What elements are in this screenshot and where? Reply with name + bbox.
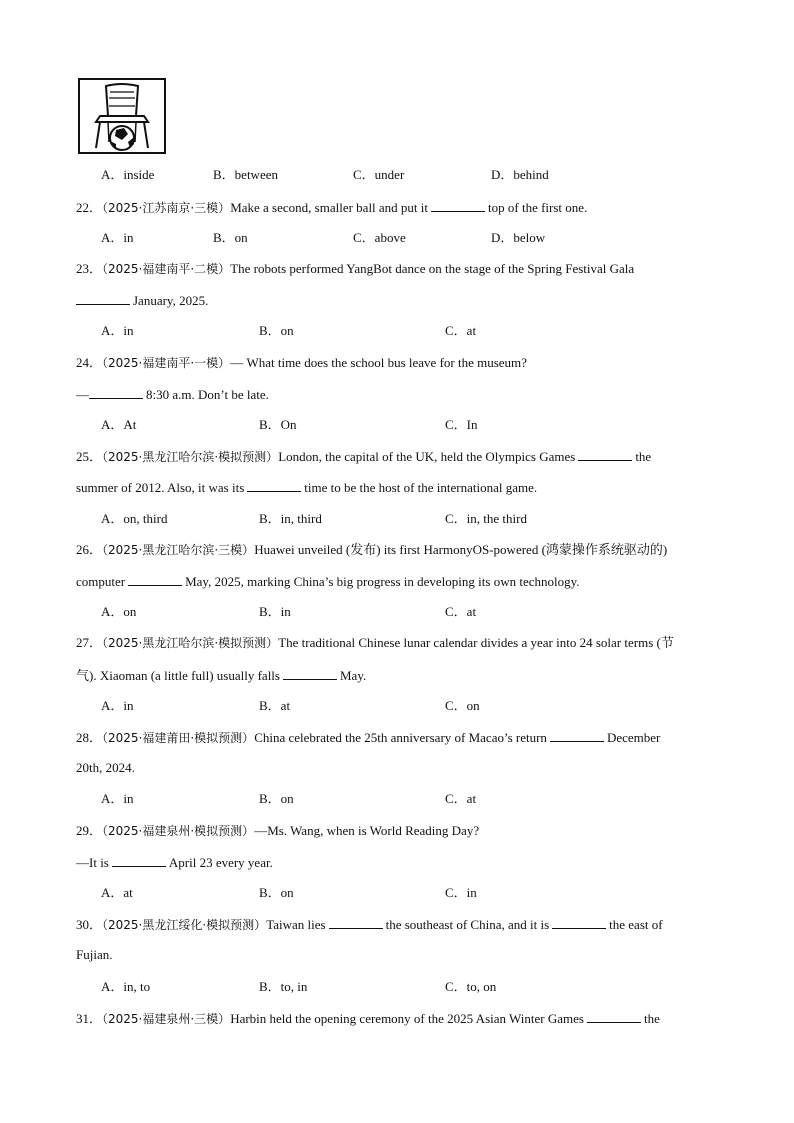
q30-stem <box>76 916 726 933</box>
q22-text: Make a second, smaller ball and put it <box>230 200 429 215</box>
q26-stem-line2 <box>76 573 726 590</box>
q22-stem <box>76 199 726 216</box>
q21-option-b[interactable]: B．between <box>213 167 278 182</box>
q29-text: April 23 every year. <box>168 855 273 870</box>
q22-option-a[interactable]: A．in <box>101 230 134 245</box>
q31-text: the <box>643 1011 660 1026</box>
answer-blank[interactable] <box>112 854 166 867</box>
chair-ball-icon <box>78 78 166 154</box>
question-number: 23． <box>76 261 103 276</box>
q23-text: January, 2025. <box>133 293 209 308</box>
q24-stem <box>76 355 726 371</box>
q28-option-a[interactable]: A．in <box>101 791 134 806</box>
q23-option-b[interactable]: B．on <box>259 323 294 338</box>
answer-blank[interactable] <box>431 199 485 212</box>
q23-stem-line2 <box>76 292 726 309</box>
question-source: （2025·福建泉州·三模） <box>102 1012 231 1026</box>
q26-text: May, 2025, marking China’s big progress in developing its own technology. <box>185 574 580 589</box>
q25-text: summer of 2012. Also, it was its <box>76 480 245 495</box>
q30-option-c[interactable]: C．to, on <box>445 979 497 994</box>
q23-option-c[interactable]: C．at <box>445 323 477 338</box>
question-source: （2025·黑龙江绥化·模拟预测） <box>102 918 267 932</box>
q24-option-b[interactable]: B．On <box>259 417 297 432</box>
answer-blank[interactable] <box>587 1010 641 1023</box>
q30-option-b[interactable]: B．to, in <box>259 979 308 994</box>
answer-blank[interactable] <box>76 292 130 305</box>
question-number: 25． <box>76 449 103 464</box>
q28-option-b[interactable]: B．on <box>259 791 294 806</box>
q23-stem <box>76 261 726 277</box>
question-number: 24． <box>76 355 103 370</box>
q29-text: —Ms. Wang, when is World Reading Day? <box>254 823 480 838</box>
q25-option-a[interactable]: A．on, third <box>101 511 168 526</box>
question-source: （2025·黑龙江哈尔滨·模拟预测） <box>102 450 279 464</box>
q27-stem-line2 <box>76 667 726 684</box>
q25-option-b[interactable]: B．in, third <box>259 511 322 526</box>
q21-option-c[interactable]: C．under <box>353 167 405 182</box>
q29-text: —It is <box>76 855 109 870</box>
q26-text: Huawei unveiled (发布) its first HarmonyOS-powered (鸿蒙操作系统驱动的) <box>254 542 668 557</box>
question-number: 27． <box>76 635 103 650</box>
q25-stem <box>76 448 726 465</box>
question-source: （2025·江苏南京·三模） <box>102 201 231 215</box>
q29-option-a[interactable]: A．at <box>101 885 133 900</box>
question-source: （2025·福建莆田·模拟预测） <box>102 731 255 745</box>
answer-blank[interactable] <box>128 573 182 586</box>
q22-text: top of the first one. <box>488 200 588 215</box>
question-number: 31． <box>76 1011 103 1026</box>
q22-option-c[interactable]: C．above <box>353 230 406 245</box>
q27-text: May. <box>339 668 367 683</box>
q21-option-d[interactable]: D．behind <box>491 167 549 182</box>
q27-stem <box>76 635 726 651</box>
answer-blank[interactable] <box>329 916 383 929</box>
q25-text: time to be the host of the international game. <box>304 480 538 495</box>
q24-stem-line2 <box>76 386 726 403</box>
answer-blank[interactable] <box>247 479 301 492</box>
q26-option-a[interactable]: A．on <box>101 604 137 619</box>
q30-option-a[interactable]: A．in, to <box>101 979 151 994</box>
answer-blank[interactable] <box>578 448 632 461</box>
q28-option-c[interactable]: C．at <box>445 791 477 806</box>
q31-stem <box>76 1010 726 1027</box>
answer-blank[interactable] <box>89 386 143 399</box>
q27-option-c[interactable]: C．on <box>445 698 480 713</box>
question-number: 28． <box>76 730 103 745</box>
q23-option-a[interactable]: A．in <box>101 323 134 338</box>
question-source: （2025·福建南平·一模） <box>102 356 231 370</box>
q28-stem <box>76 729 726 746</box>
q27-option-b[interactable]: B．at <box>259 698 291 713</box>
question-number: 26． <box>76 542 103 557</box>
q28-text: December <box>606 730 661 745</box>
q25-text: London, the capital of the UK, held the Olympics Games <box>278 449 576 464</box>
q26-option-b[interactable]: B．in <box>259 604 291 619</box>
q29-stem-line2 <box>76 854 726 871</box>
q30-stem-line2 <box>76 947 726 963</box>
q24-option-a[interactable]: A．At <box>101 417 137 432</box>
q22-option-b[interactable]: B．on <box>213 230 248 245</box>
q30-text: Fujian. <box>76 947 113 962</box>
q24-text: — <box>76 387 89 402</box>
q29-option-b[interactable]: B．on <box>259 885 294 900</box>
question-number: 30． <box>76 917 103 932</box>
q28-stem-line2 <box>76 760 726 776</box>
q23-text: The robots performed YangBot dance on the stage of the Spring Festival Gala <box>230 261 635 276</box>
question-source: （2025·黑龙江哈尔滨·三模） <box>102 543 255 557</box>
question-number: 22． <box>76 200 103 215</box>
q29-stem <box>76 823 726 839</box>
q30-text: Taiwan lies <box>266 917 326 932</box>
q30-text: the southeast of China, and it is <box>385 917 550 932</box>
question-source: （2025·黑龙江哈尔滨·模拟预测） <box>102 636 279 650</box>
q29-option-c[interactable]: C．in <box>445 885 477 900</box>
q26-text: computer <box>76 574 126 589</box>
q21-option-a[interactable]: A．inside <box>101 167 155 182</box>
question-source: （2025·福建泉州·模拟预测） <box>102 824 255 838</box>
q27-text: 气). Xiaoman (a little full) usually falls <box>76 668 280 683</box>
q22-option-d[interactable]: D．below <box>491 230 546 245</box>
q28-text: China celebrated the 25th anniversary of Macao’s return <box>254 730 547 745</box>
q25-stem-line2 <box>76 479 726 496</box>
answer-blank[interactable] <box>283 667 337 680</box>
question-number: 29． <box>76 823 103 838</box>
chair-ball-picture <box>78 78 166 154</box>
q27-option-a[interactable]: A．in <box>101 698 134 713</box>
answer-blank[interactable] <box>552 916 606 929</box>
question-source: （2025·福建南平·二模） <box>102 262 231 276</box>
q27-text: The traditional Chinese lunar calendar divides a year into 24 solar terms (节 <box>278 635 674 650</box>
q30-text: the east of <box>609 917 663 932</box>
q25-option-c[interactable]: C．in, the third <box>445 511 527 526</box>
q24-option-c[interactable]: C．In <box>445 417 478 432</box>
q25-text: the <box>635 449 652 464</box>
q26-stem <box>76 542 726 558</box>
answer-blank[interactable] <box>550 729 604 742</box>
q31-text: Harbin held the opening ceremony of the 2025 Asian Winter Games <box>230 1011 584 1026</box>
q26-option-c[interactable]: C．at <box>445 604 477 619</box>
q28-text: 20th, 2024. <box>76 760 135 775</box>
q24-text: 8:30 a.m. Don’t be late. <box>146 387 269 402</box>
q24-text: — What time does the school bus leave for the museum? <box>230 355 527 370</box>
